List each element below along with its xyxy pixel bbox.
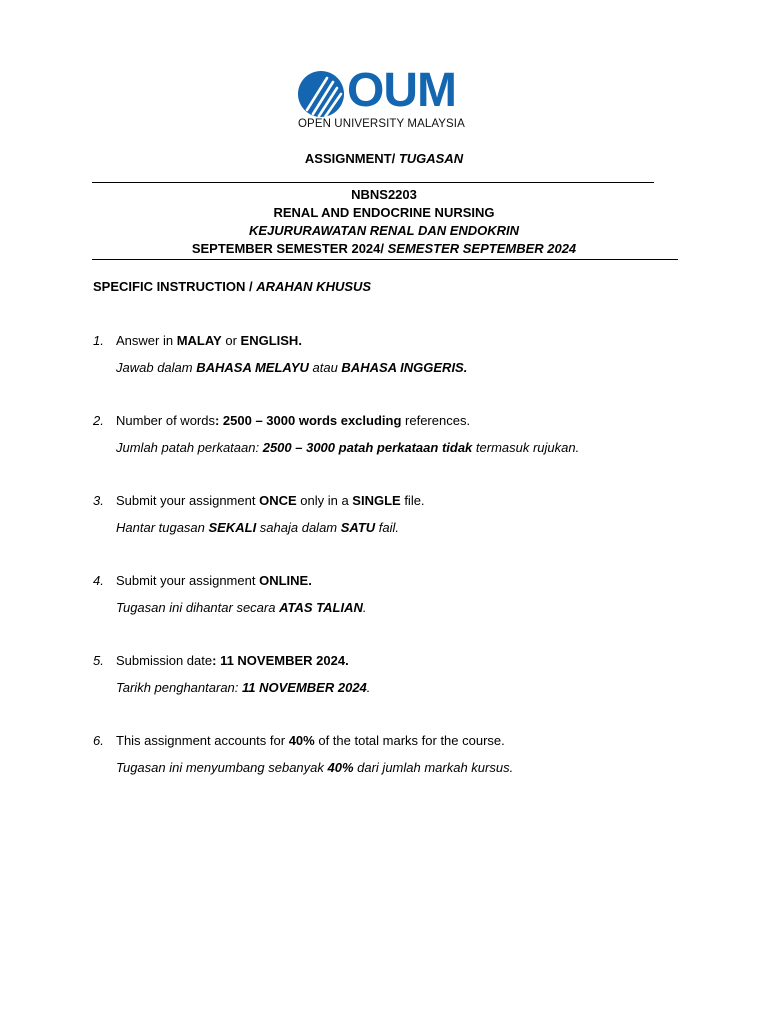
emphasis-text: 2500 – 3000 patah perkataan tidak	[262, 440, 473, 455]
semester-en: SEPTEMBER SEMESTER 2024/	[191, 241, 388, 256]
text-segment: Answer in	[116, 333, 177, 348]
emphasis-text: ATAS TALIAN	[279, 600, 363, 615]
course-name-ms: KEJURURAWATAN RENAL DAN ENDOKRIN	[248, 223, 520, 238]
emphasis-text: ONCE	[259, 493, 297, 508]
item-text-ms	[116, 519, 399, 537]
item-number: 1.	[93, 333, 104, 348]
text-segment: Submission date	[116, 653, 213, 668]
text-segment: atau	[308, 360, 342, 375]
item-text-en	[116, 412, 470, 430]
text-segment: file.	[400, 493, 425, 508]
emphasis-text: 11 NOVEMBER 2024	[242, 680, 367, 695]
text-segment: .	[366, 680, 371, 695]
item-text-en	[116, 492, 425, 510]
text-segment: Jumlah patah perkataan:	[116, 440, 263, 455]
item-number: 2.	[93, 413, 104, 428]
text-segment: or	[221, 333, 241, 348]
emphasis-text: SATU	[340, 520, 376, 535]
item-text-en	[116, 572, 312, 590]
emphasis-text: BAHASA INGGERIS.	[341, 360, 468, 375]
semester-line	[0, 240, 768, 258]
emphasis-text: 40%	[288, 733, 315, 748]
divider-bottom	[92, 259, 678, 260]
text-segment: Tarikh penghantaran:	[116, 680, 243, 695]
text-segment: Hantar tugasan	[116, 520, 209, 535]
item-number: 5.	[93, 653, 104, 668]
text-segment: only in a	[296, 493, 353, 508]
item-text-en	[116, 332, 302, 350]
instructions-title-ms: ARAHAN KHUSUS	[256, 279, 372, 294]
logo-wordmark: OUM	[347, 64, 456, 117]
item-text-ms	[116, 759, 513, 777]
text-segment: .	[362, 600, 367, 615]
text-segment: Number of words	[116, 413, 215, 428]
logo-tagline: OPEN UNIVERSITY MALAYSIA	[298, 118, 465, 130]
emphasis-text: : 11 NOVEMBER 2024.	[212, 653, 349, 668]
text-segment: references.	[401, 413, 471, 428]
emphasis-text: : 2500 – 3000 words excluding	[214, 413, 402, 428]
item-text-ms	[116, 359, 467, 377]
assignment-label-en: ASSIGNMENT/	[304, 151, 399, 166]
text-segment: Jawab dalam	[116, 360, 197, 375]
instructions-title-en: SPECIFIC INSTRUCTION /	[93, 279, 257, 294]
course-name-en: RENAL AND ENDOCRINE NURSING	[273, 205, 495, 220]
text-segment: sahaja dalam	[256, 520, 341, 535]
emphasis-text: ONLINE.	[259, 573, 312, 588]
text-segment: This assignment accounts for	[116, 733, 289, 748]
text-segment: dari jumlah markah kursus.	[353, 760, 514, 775]
instructions-title	[93, 278, 371, 296]
emphasis-text: 40%	[327, 760, 354, 775]
text-segment: Tugasan ini dihantar secara	[116, 600, 280, 615]
text-segment: fail.	[375, 520, 400, 535]
text-segment: Submit your assignment	[116, 493, 260, 508]
emphasis-text: ENGLISH.	[240, 333, 302, 348]
emphasis-text: BAHASA MELAYU	[196, 360, 309, 375]
emphasis-text: SINGLE	[352, 493, 401, 508]
divider-top	[92, 182, 654, 183]
assignment-label-ms: TUGASAN	[398, 151, 464, 166]
text-segment: Submit your assignment	[116, 573, 260, 588]
item-number: 3.	[93, 493, 104, 508]
course-code: NBNS2203	[351, 187, 417, 202]
item-text-en	[116, 652, 349, 670]
oum-logo	[297, 64, 477, 134]
semester-ms: SEMESTER SEPTEMBER 2024	[387, 241, 577, 256]
emphasis-text: MALAY	[176, 333, 222, 348]
emphasis-text: SEKALI	[208, 520, 257, 535]
item-text-ms	[116, 599, 366, 617]
text-segment: Tugasan ini menyumbang sebanyak	[116, 760, 328, 775]
item-text-ms	[116, 439, 579, 457]
item-text-ms	[116, 679, 370, 697]
text-segment: termasuk rujukan.	[472, 440, 580, 455]
item-number: 4.	[93, 573, 104, 588]
text-segment: of the total marks for the course.	[314, 733, 505, 748]
item-number: 6.	[93, 733, 104, 748]
oum-globe-icon	[297, 70, 345, 118]
assignment-heading	[0, 150, 768, 168]
item-text-en	[116, 732, 505, 750]
